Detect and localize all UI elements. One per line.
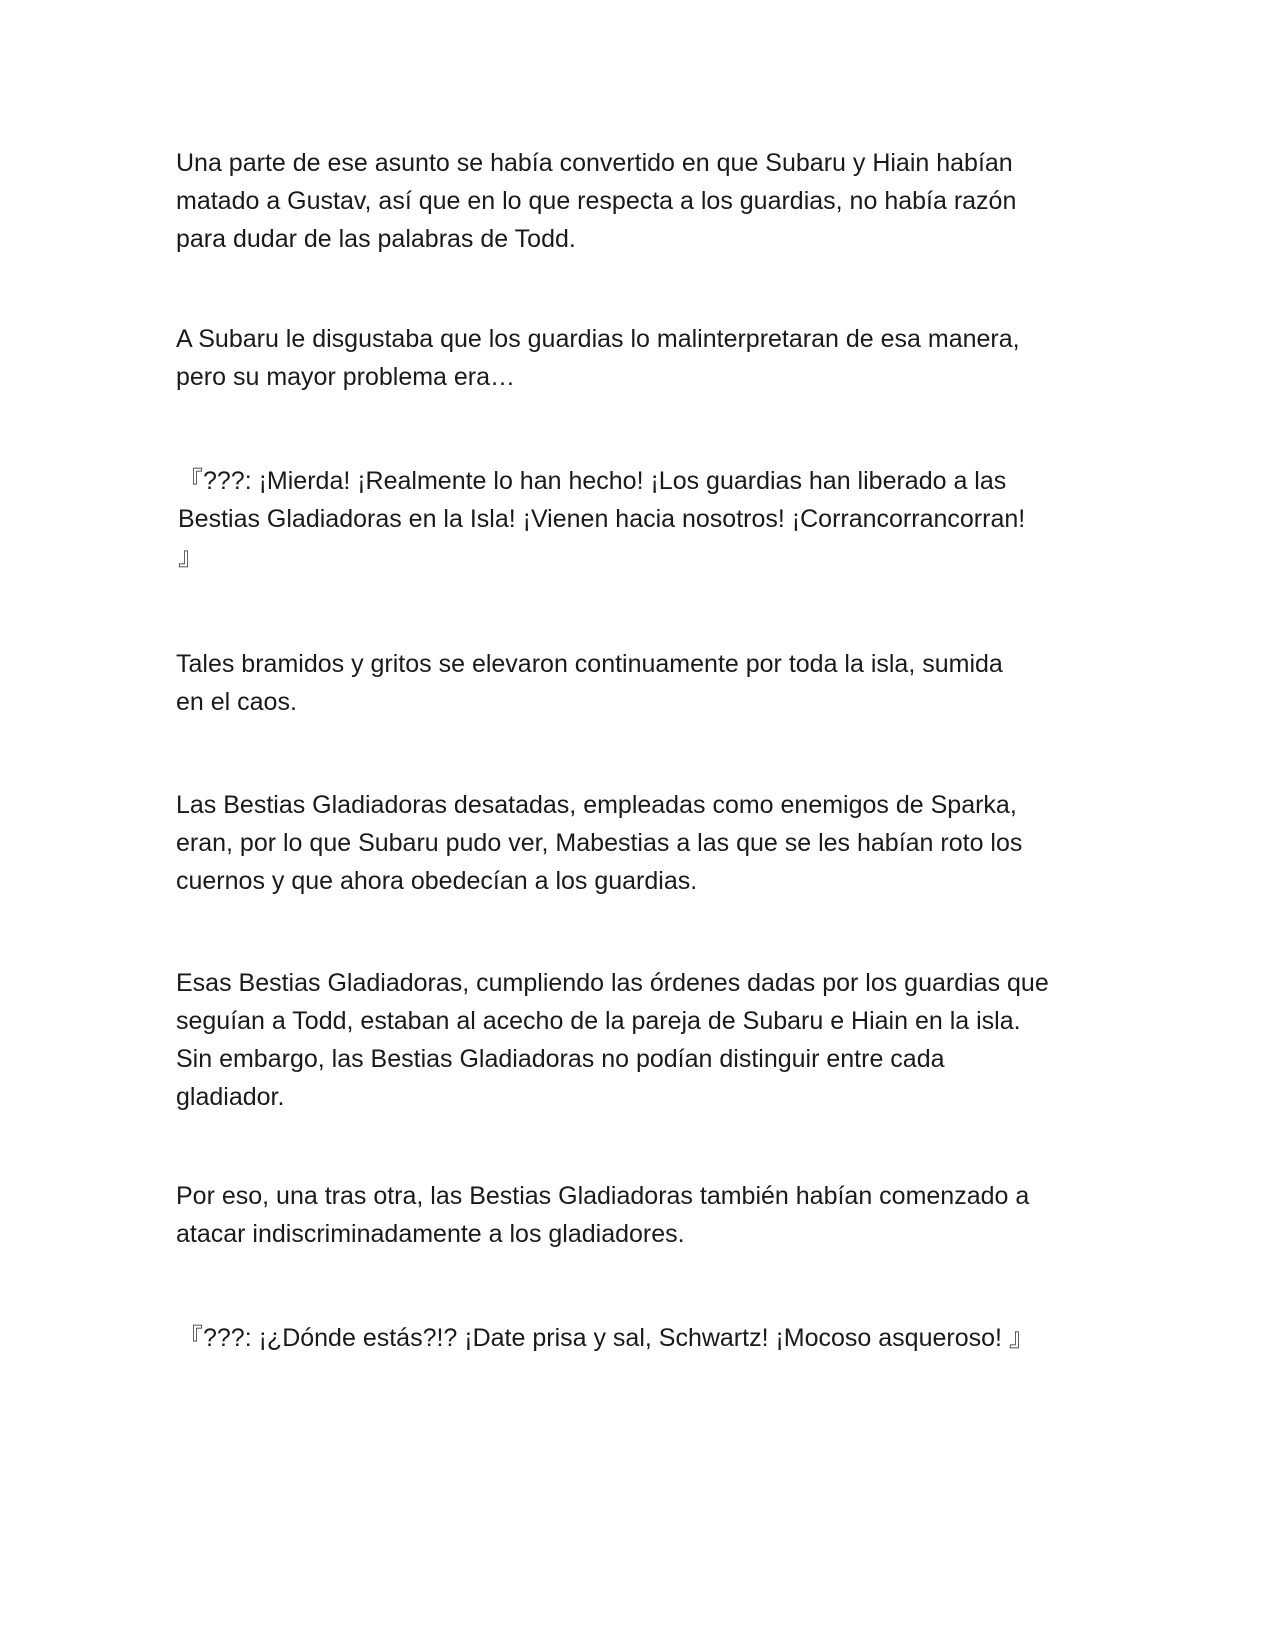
paragraph-5: Esas Bestias Gladiadoras, cumpliendo las órdenes dadas por los guardias que seguían a Todd, estaban al acecho de la pareja de Subaru e Hiain en la isla. Sin embargo, las Bestias Gladiadoras no podían distinguir entre cada gladiador. bbox=[176, 969, 1049, 1111]
paragraph-1: Una parte de ese asunto se había convertido en que Subaru y Hiain habían matado a Gustav, así que en lo que respecta a los guardias, no había razón para dudar de las palabras de Todd. bbox=[176, 149, 1017, 253]
paragraph-3: Tales bramidos y gritos se elevaron continuamente por toda la isla, sumida en el caos. bbox=[176, 650, 1003, 716]
dialogue-1: 『???: ¡Mierda! ¡Realmente lo han hecho! ¡Los guardias han liberado a las Bestias Gladiadoras en la Isla! ¡Vienen hacia nosotros! ¡Corrancorrancorran! 』 bbox=[178, 467, 1026, 571]
paragraph-4: Las Bestias Gladiadoras desatadas, empleadas como enemigos de Sparka, eran, por lo que Subaru pudo ver, Mabestias a las que se les habían roto los cuernos y que ahora obedecían a los guardias. bbox=[176, 791, 1023, 895]
paragraph-6: Por eso, una tras otra, las Bestias Gladiadoras también habían comenzado a atacar indiscriminadamente a los gladiadores. bbox=[176, 1182, 1030, 1248]
dialogue-2: 『???: ¡¿Dónde estás?!? ¡Date prisa y sal, Schwartz! ¡Mocoso asqueroso! 』 bbox=[178, 1324, 1034, 1352]
paragraph-2: A Subaru le disgustaba que los guardias lo malinterpretaran de esa manera, pero su mayor problema era… bbox=[176, 325, 1020, 391]
